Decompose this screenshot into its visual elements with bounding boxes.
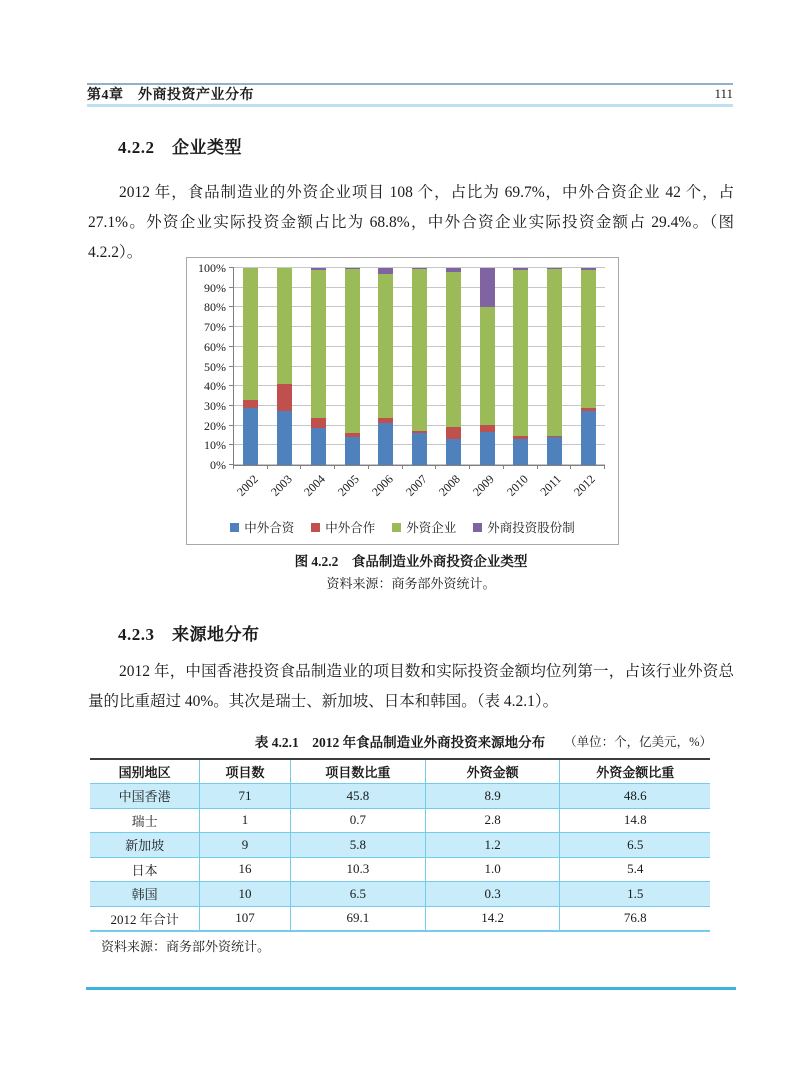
y-axis-tick-label: 50% (204, 359, 226, 374)
bar-segment-中外合作 (277, 384, 292, 411)
bar-segment-外资企业 (581, 270, 596, 408)
x-axis-tick-label: 2008 (436, 472, 464, 499)
bar-segment-中外合作 (446, 427, 461, 440)
table-cell: 8.9 (425, 784, 560, 809)
table-cell: 107 (200, 906, 291, 931)
section-title-423: 4.2.3 来源地分布 (118, 625, 260, 644)
table-cell: 10.3 (290, 857, 425, 882)
chapter-title: 第4章 外商投资产业分布 (87, 88, 254, 103)
bar-slot (301, 268, 335, 465)
page-bottom-rule (86, 987, 736, 990)
table-cell: 1.2 (425, 833, 560, 858)
figure-4-2-2-chart (186, 257, 619, 545)
source-distribution-table (90, 758, 710, 932)
bar-segment-外资企业 (378, 274, 393, 418)
legend-swatch (473, 523, 482, 532)
bar-segment-中外合资 (581, 411, 596, 465)
table-cell: 瑞士 (90, 808, 200, 833)
table-row (90, 882, 710, 907)
y-axis-tick-label: 70% (204, 320, 226, 335)
stacked-bar-2003 (277, 268, 292, 465)
bar-slot (268, 268, 302, 465)
legend-label: 中外合资 (244, 521, 295, 535)
stacked-bar-2006 (378, 268, 393, 465)
chart-bars (234, 268, 605, 465)
bar-segment-中外合作 (480, 425, 495, 432)
stacked-bar-2010 (513, 268, 528, 465)
table-header-cell: 外资金额 (425, 759, 560, 784)
table-header-cell: 外资金额比重 (560, 759, 710, 784)
table-row (90, 857, 710, 882)
figure-source-note: 资料来源：商务部外资统计。 (326, 576, 496, 591)
table-row (90, 906, 710, 931)
bar-slot (436, 268, 470, 465)
stacked-bar-2007 (412, 268, 427, 465)
y-axis-tick-label: 100% (198, 261, 226, 275)
y-axis-tick-label: 80% (204, 300, 226, 315)
stacked-bar-2011 (547, 268, 562, 465)
bar-segment-中外合资 (547, 437, 562, 465)
legend-swatch (392, 523, 401, 532)
y-axis-tick-label: 20% (204, 418, 226, 433)
table-cell: 10 (200, 882, 291, 907)
bar-segment-外资企业 (345, 269, 360, 433)
bar-slot (234, 268, 268, 465)
table-cell: 69.1 (290, 906, 425, 931)
table-cell: 0.3 (425, 882, 560, 907)
x-axis-tick-label: 2004 (301, 472, 329, 499)
bar-segment-中外合资 (311, 428, 326, 465)
page-number: 111 (714, 86, 733, 101)
table-header-cell: 国别地区 (118, 765, 171, 780)
bar-segment-中外合资 (378, 423, 393, 465)
stacked-bar-2004 (311, 268, 326, 465)
bar-slot (403, 268, 437, 465)
chart-x-axis-labels (234, 468, 605, 514)
legend-label: 外资企业 (406, 521, 457, 535)
bar-segment-外商投资股份制 (480, 268, 495, 307)
legend-item (473, 518, 575, 536)
bar-slot (470, 268, 504, 465)
stacked-bar-2002 (243, 268, 258, 465)
table-cell: 48.6 (560, 784, 710, 809)
legend-label: 中外合作 (325, 521, 376, 535)
legend-item (230, 518, 294, 536)
bar-segment-外资企业 (243, 268, 258, 400)
bar-segment-中外合作 (311, 418, 326, 428)
bar-segment-中外合作 (243, 400, 258, 408)
table-row (90, 808, 710, 833)
table-row (90, 784, 710, 809)
table-cell: 14.8 (560, 808, 710, 833)
table-cell: 1 (200, 808, 291, 833)
y-axis-tick-label: 0% (210, 458, 226, 472)
x-axis-tick-label: 2003 (267, 472, 295, 499)
stacked-bar-2012 (581, 268, 596, 465)
bar-segment-外资企业 (412, 269, 427, 431)
bar-segment-中外合资 (412, 433, 427, 465)
legend-item (311, 518, 375, 536)
y-axis-tick-label: 90% (204, 280, 226, 295)
x-axis-tick-label: 2012 (571, 472, 599, 499)
table-caption-row (88, 731, 712, 751)
table-cell: 5.8 (290, 833, 425, 858)
table-cell: 2012 年合计 (90, 906, 200, 931)
page-header (87, 85, 733, 103)
table-source-note: 资料来源：商务部外资统计。 (101, 939, 271, 954)
stacked-bar-2008 (446, 268, 461, 465)
table-cell: 韩国 (90, 882, 200, 907)
bar-segment-中外合资 (480, 432, 495, 465)
table-cell: 0.7 (290, 808, 425, 833)
bar-segment-外资企业 (311, 270, 326, 418)
chart-plot-area (198, 261, 605, 499)
bar-slot (504, 268, 538, 465)
bar-slot (369, 268, 403, 465)
table-cell: 6.5 (290, 882, 425, 907)
x-axis-tick-label: 2007 (402, 472, 430, 499)
table-header-cell: 项目数 (200, 759, 291, 784)
chart-legend (187, 518, 618, 536)
bar-segment-中外合资 (513, 439, 528, 465)
y-axis-tick-label: 30% (204, 398, 226, 413)
table-caption: 表 4.2.1 2012 年食品制造业外商投资来源地分布 (254, 735, 546, 750)
table-cell: 14.2 (425, 906, 560, 931)
x-axis-tick-label: 2006 (368, 472, 396, 499)
legend-swatch (311, 523, 320, 532)
table-cell: 16 (200, 857, 291, 882)
bar-segment-外资企业 (547, 269, 562, 436)
y-axis-tick-label: 60% (204, 339, 226, 354)
table-cell: 1.5 (560, 882, 710, 907)
bar-segment-外资企业 (513, 270, 528, 436)
x-axis-tick-label: 2011 (537, 472, 565, 499)
x-axis-tick-label: 2010 (503, 472, 531, 499)
legend-swatch (230, 523, 239, 532)
bar-slot (538, 268, 572, 465)
header-rule-bottom (87, 104, 733, 107)
bar-segment-中外合资 (446, 439, 461, 465)
bar-segment-外资企业 (446, 272, 461, 427)
bar-segment-外资企业 (277, 268, 292, 384)
y-axis-tick-label: 10% (204, 438, 226, 453)
bar-slot (335, 268, 369, 465)
legend-label: 外商投资股份制 (487, 521, 575, 535)
table-cell: 1.0 (425, 857, 560, 882)
section-title-422: 4.2.2 企业类型 (118, 138, 242, 157)
y-axis-tick-label: 40% (204, 379, 226, 394)
x-axis-tick-label: 2002 (233, 472, 261, 499)
legend-item (392, 518, 456, 536)
stacked-bar-2009 (480, 268, 495, 465)
figure-caption: 图 4.2.2 食品制造业外商投资企业类型 (294, 554, 528, 569)
table-cell: 6.5 (560, 833, 710, 858)
bar-segment-中外合资 (345, 437, 360, 465)
bar-segment-中外合资 (243, 408, 258, 465)
table-cell: 45.8 (290, 784, 425, 809)
table-cell: 9 (200, 833, 291, 858)
table-cell: 76.8 (560, 906, 710, 931)
table-cell: 5.4 (560, 857, 710, 882)
table-cell: 中国香港 (90, 784, 200, 809)
table-row (90, 833, 710, 858)
table-cell: 2.8 (425, 808, 560, 833)
table-cell: 71 (200, 784, 291, 809)
paragraph-423: 2012 年，中国香港投资食品制造业的项目数和实际投资金额均位列第一，占该行业外资总量的比重超过 40%。其次是瑞士、新加坡、日本和韩国。（表 4.2.1）。 (88, 663, 734, 710)
table-cell: 新加坡 (90, 833, 200, 858)
bar-slot (571, 268, 605, 465)
x-axis-tick-label: 2005 (335, 472, 362, 499)
bar-segment-中外合资 (277, 411, 292, 465)
paragraph-422: 2012 年，食品制造业的外资企业项目 108 个，占比为 69.7%，中外合资企业 42 个，占 27.1%。外资企业实际投资金额占比为 68.8%，中外合资企业实际投资金额占 29.4%。（图 4.2.2）。 (88, 184, 734, 261)
stacked-bar-2005 (345, 268, 360, 465)
bar-segment-外资企业 (480, 307, 495, 424)
table-cell: 日本 (90, 857, 200, 882)
table-header-row (90, 759, 710, 784)
table-unit-note: （单位：个，亿美元，%） (564, 735, 712, 749)
table-header-cell: 项目数比重 (290, 759, 425, 784)
x-axis-tick-label: 2009 (469, 472, 497, 499)
